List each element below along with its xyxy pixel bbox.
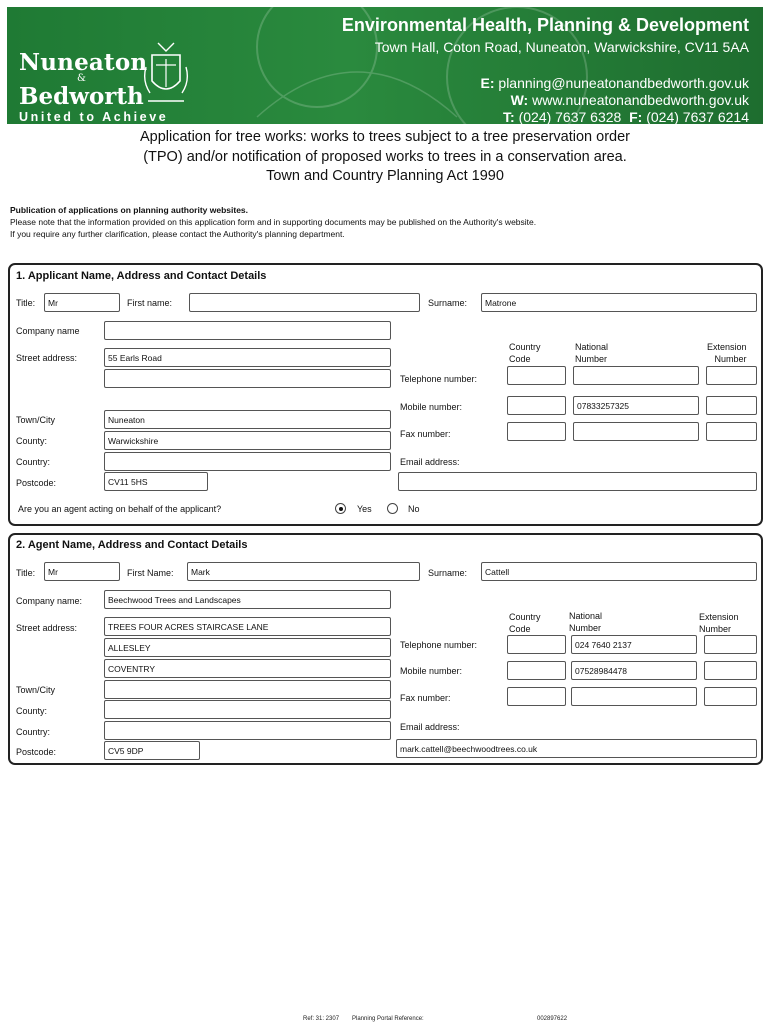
- agent-email-label: Email address:: [400, 722, 460, 732]
- header-phone-line: [503, 109, 749, 124]
- email-label: E:: [480, 75, 495, 91]
- agent-street-line2[interactable]: ALLESLEY: [104, 638, 391, 657]
- footer-portal-reference: 002897622: [537, 1016, 568, 1022]
- footer-ref: Ref: 31: 2307: [303, 1016, 340, 1022]
- applicant-country-field[interactable]: [104, 452, 391, 471]
- applicant-telephone-label: Telephone number:: [400, 374, 478, 384]
- agent-surname-label: Surname:: [428, 568, 468, 578]
- publication-note: Please note that the information provided on this application form and in supporting documents may be published on the Authority's website.: [10, 217, 537, 227]
- agent-email-field[interactable]: mark.cattell@beechwoodtrees.co.uk: [396, 739, 757, 758]
- department-address: Town Hall, Coton Road, Nuneaton, Warwickshire, CV11 5AA: [374, 39, 749, 55]
- applicant-country-code-header: Country Code: [509, 342, 541, 364]
- applicant-town-field[interactable]: Nuneaton: [104, 410, 391, 429]
- agent-postcode-label: Postcode:: [16, 747, 57, 757]
- applicant-street-line2[interactable]: [104, 369, 391, 388]
- applicant-company-field[interactable]: [104, 321, 391, 340]
- applicant-surname-field[interactable]: Matrone: [481, 293, 757, 312]
- publication-heading: Publication of applications on planning authority websites.: [10, 205, 249, 215]
- applicant-town-label: Town/City: [16, 415, 56, 425]
- applicant-fax-country-code[interactable]: [507, 422, 566, 441]
- agent-no-radio[interactable]: [387, 503, 398, 514]
- agent-street-line3[interactable]: COVENTRY: [104, 659, 391, 678]
- applicant-county-field[interactable]: Warwickshire: [104, 431, 391, 450]
- applicant-country-label: Country:: [16, 457, 51, 467]
- applicant-county-label: County:: [16, 436, 48, 446]
- header-telephone: (024) 7637 6328: [518, 109, 622, 124]
- agent-company-field[interactable]: Beechwood Trees and Landscapes: [104, 590, 391, 609]
- applicant-street-line1[interactable]: 55 Earls Road: [104, 348, 391, 367]
- agent-extension-header: Extension Number: [699, 612, 739, 634]
- agent-fax-number[interactable]: [571, 687, 697, 706]
- agent-company-label: Company name:: [16, 596, 83, 606]
- agent-telephone-number[interactable]: 024 7640 2137: [571, 635, 697, 654]
- applicant-postcode-field[interactable]: CV11 5HS: [104, 472, 208, 491]
- header-web-line: [511, 92, 749, 108]
- agent-county-field[interactable]: [104, 700, 391, 719]
- applicant-telephone-country-code[interactable]: [507, 366, 566, 385]
- applicant-first-name-label: First name:: [127, 298, 173, 308]
- agent-telephone-country-code[interactable]: [507, 635, 566, 654]
- agent-yes-label: Yes: [357, 504, 372, 514]
- agent-mobile-country-code[interactable]: [507, 661, 566, 680]
- applicant-fax-extension[interactable]: [706, 422, 757, 441]
- applicant-title-field[interactable]: Mr: [44, 293, 120, 312]
- agent-first-name-label: First Name:: [127, 568, 174, 578]
- agent-town-label: Town/City: [16, 685, 56, 695]
- form-title-line1: Application for tree works: works to trees subject to a tree preservation order: [140, 129, 630, 145]
- header-fax: (024) 7637 6214: [646, 109, 749, 124]
- department-title: Environmental Health, Planning & Development: [341, 15, 749, 35]
- publication-clarification: If you require any further clarification, please contact the Authority's planning department.: [10, 229, 345, 239]
- applicant-email-field[interactable]: [398, 472, 757, 491]
- footer-portal-label: Planning Portal Reference:: [352, 1016, 424, 1022]
- agent-street-line1[interactable]: TREES FOUR ACRES STAIRCASE LANE: [104, 617, 391, 636]
- agent-mobile-label: Mobile number:: [400, 666, 463, 676]
- agent-county-label: County:: [16, 706, 48, 716]
- applicant-heading: 1. Applicant Name, Address and Contact Details: [16, 270, 267, 282]
- header-banner: [7, 7, 763, 124]
- applicant-fax-label: Fax number:: [400, 429, 451, 439]
- form-title-line3: Town and Country Planning Act 1990: [266, 168, 504, 184]
- form-title-line2: (TPO) and/or notification of proposed works to trees in a conservation area.: [143, 148, 627, 165]
- agent-national-number-header: National Number: [569, 611, 603, 633]
- agent-town-field[interactable]: [104, 680, 391, 699]
- applicant-extension-header: Extension Number: [707, 342, 747, 364]
- applicant-mobile-extension[interactable]: [706, 396, 757, 415]
- applicant-mobile-country-code[interactable]: [507, 396, 566, 415]
- header-email-line: [481, 75, 749, 91]
- applicant-street-label: Street address:: [16, 353, 78, 363]
- web-label: W:: [510, 92, 529, 108]
- agent-country-field[interactable]: [104, 721, 391, 740]
- applicant-first-name-field[interactable]: [189, 293, 420, 312]
- logo-nuneaton: Nuneaton: [19, 49, 148, 76]
- agent-country-code-header: Country Code: [509, 612, 541, 634]
- applicant-telephone-extension[interactable]: [706, 366, 757, 385]
- logo-bedworth: Bedworth: [19, 83, 144, 110]
- applicant-postcode-label: Postcode:: [16, 478, 57, 488]
- agent-title-field[interactable]: Mr: [44, 562, 120, 581]
- agent-street-label: Street address:: [16, 623, 78, 633]
- header-email[interactable]: planning@nuneatonandbedworth.gov.uk: [498, 75, 749, 91]
- agent-fax-country-code[interactable]: [507, 687, 566, 706]
- agent-first-name-field[interactable]: Mark: [187, 562, 420, 581]
- tel-label: T:: [503, 109, 515, 124]
- applicant-national-number-header: National Number: [575, 342, 609, 364]
- agent-telephone-extension[interactable]: [704, 635, 757, 654]
- applicant-mobile-number[interactable]: 07833257325: [573, 396, 699, 415]
- applicant-email-label: Email address:: [400, 457, 460, 467]
- logo-ampersand: &: [77, 73, 86, 84]
- agent-postcode-field[interactable]: CV5 9DP: [104, 741, 200, 760]
- agent-heading: 2. Agent Name, Address and Contact Details: [16, 539, 248, 551]
- applicant-company-label: Company name: [16, 326, 80, 336]
- applicant-surname-label: Surname:: [428, 298, 468, 308]
- fax-label: F:: [629, 109, 643, 124]
- agent-section: [8, 533, 763, 765]
- logo-tagline: United to Achieve: [19, 110, 169, 124]
- agent-mobile-extension[interactable]: [704, 661, 757, 680]
- applicant-section: [8, 263, 763, 526]
- agent-yes-radio[interactable]: [335, 503, 346, 514]
- agent-title-label: Title:: [16, 568, 36, 578]
- form-title: [0, 128, 770, 187]
- agent-surname-field[interactable]: Cattell: [481, 562, 757, 581]
- agent-country-label: Country:: [16, 727, 51, 737]
- agent-question: Are you an agent acting on behalf of the applicant?: [18, 504, 222, 514]
- agent-mobile-number[interactable]: 07528984478: [571, 661, 697, 680]
- applicant-fax-number[interactable]: [573, 422, 699, 441]
- applicant-telephone-number[interactable]: [573, 366, 699, 385]
- agent-no-label: No: [408, 504, 420, 514]
- applicant-title-label: Title:: [16, 298, 36, 308]
- coat-of-arms-icon: [142, 37, 190, 107]
- applicant-mobile-label: Mobile number:: [400, 402, 463, 412]
- agent-telephone-label: Telephone number:: [400, 640, 478, 650]
- header-website[interactable]: www.nuneatonandbedworth.gov.uk: [532, 92, 749, 108]
- agent-fax-label: Fax number:: [400, 693, 451, 703]
- agent-fax-extension[interactable]: [704, 687, 757, 706]
